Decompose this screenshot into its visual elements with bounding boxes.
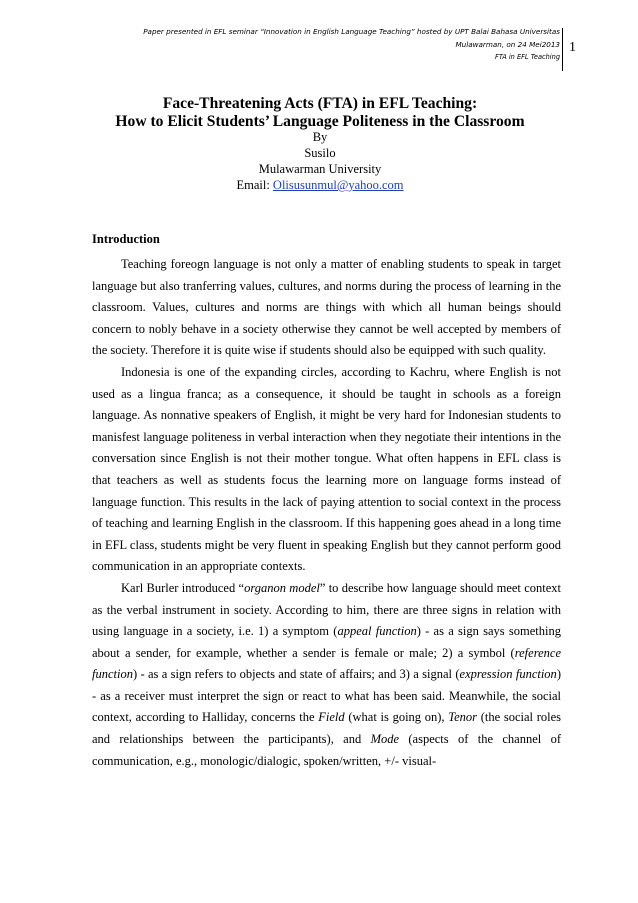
header-line-3: FTA in EFL Teaching <box>495 53 560 61</box>
term-appeal-function: appeal function <box>337 624 417 639</box>
paragraph-2: Indonesia is one of the expanding circles, according to Kachru, where English is not used as a lingua franca; as a consequence, it should be taught in schools as a foreign language. As nonnative speakers of English, it might be very hard for Indonesian students to manisfest language politeness in verbal interaction when they negotiate their intentions in the conversation since English is not their mother tongue. What often happens in EFL class is that teachers as well as students focus the learning more on language forms instead of language function. This results in the lack of paying attention to social context in the process of teaching and learning English in the classroom. If this happening goes ahead in a long time in EFL class, students might be very fluent in speaking English but they cannot perform good communication in an appropriate contexts. <box>92 364 561 574</box>
page-number: 1 <box>569 40 576 55</box>
email-link[interactable]: Olisusunmul@yahoo.com <box>272 178 404 192</box>
paragraph-1: Teaching foreogn language is not only a matter of enabling students to speak in target language but also tranferring values, cultures, and norms during the process of learning in the classroom. Values, cultures and norms are things with which all human beings should concern to nobly behave in a society otherwise they cannot be well accepted by members of the society. Therefore it is quite wise if students should also be equipped with such quality. <box>92 257 561 358</box>
body-text <box>92 254 561 772</box>
author-email <box>60 178 580 193</box>
term-mode: Mode <box>370 732 400 747</box>
byline-by: By <box>312 130 328 144</box>
running-header <box>60 26 560 64</box>
term-organon-model: organon model <box>244 580 320 595</box>
header-line-1: Paper presented in EFL seminar “Innovation in English Language Teaching” hosted by UPT Balai Bahasa Universitas <box>143 27 560 36</box>
term-reference-function: reference function <box>92 645 561 682</box>
term-field: Field <box>318 710 345 725</box>
author-name: Susilo <box>304 146 336 160</box>
paragraph-3: Karl Burler introduced “organon model” to describe how language should meet context as the verbal instrument in society. According to him, there are three signs in relation with using language in a society, i.e. 1) a symptom (appeal function) - as a sign says something about a sender, for example, whether a sender is female or male; 2) a symbol (reference function) - as a sign refers to objects and state of affairs; and 3) a signal (expression function) - as a receiver must interpret the sign or react to what has been said. Meanwhile, the social context, according to Halliday, concerns the Field (what is going on), Tenor (the social roles and relationships between the participants), and Mode (aspects of the channel of communication, e.g., monologic/dialogic, spoken/written, +/- visual- <box>92 580 562 768</box>
title-line-2: How to Elicit Students’ Language Politeness in the Classroom <box>115 113 525 130</box>
header-line-2: Mulawarman, on 24 Mei2013 <box>455 39 560 49</box>
section-heading: Introduction <box>92 232 160 246</box>
author-affiliation: Mulawarman University <box>258 162 382 176</box>
term-tenor: Tenor <box>448 710 477 725</box>
email-label: Email: <box>236 178 273 192</box>
header-divider <box>562 28 563 71</box>
term-expression-function: expression function <box>459 667 557 682</box>
title-line-1: Face-Threatening Acts (FTA) in EFL Teaching: <box>162 95 478 112</box>
